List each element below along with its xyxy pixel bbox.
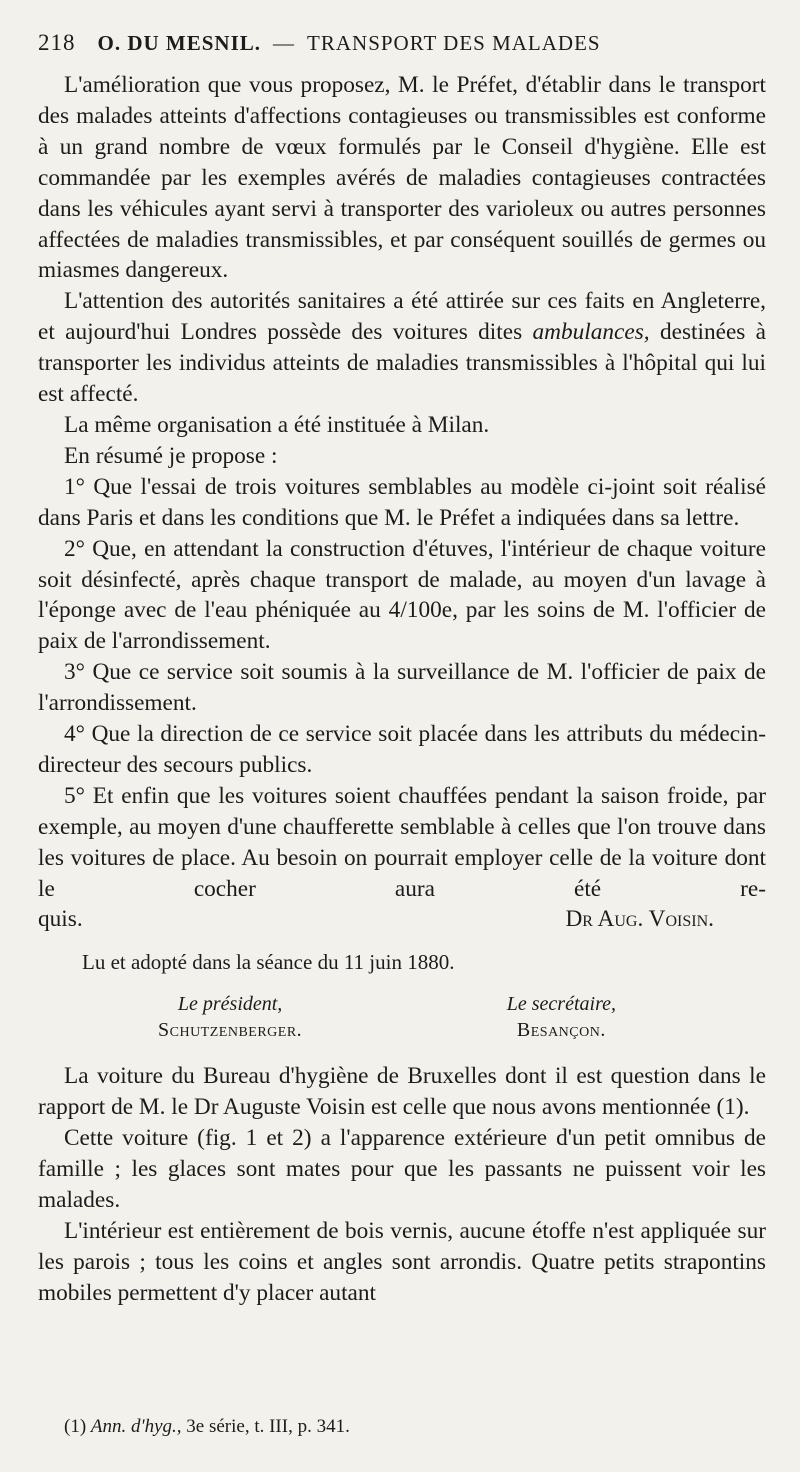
header-author: O. DU MESNIL.: [97, 31, 262, 55]
report-body: [38, 70, 766, 904]
page-number: 218: [38, 30, 76, 55]
list-item: 3° Que ce service soit soumis à la surveillance de M. l'officier de paix de l'arrondissement.: [38, 659, 766, 717]
footnote-marker: (1): [64, 1416, 87, 1437]
president-block: [158, 991, 302, 1043]
signature-name: Dr Aug. Voisin.: [565, 906, 714, 933]
header-dash: —: [273, 31, 296, 55]
list-item: 5° Et enfin que les voitures soient chauffées pendant la saison froide, par exemple, au moyen d'une chaufferette semblable à celles que l'on trouve dans les voitures de place. Au besoin on pourrait employer celle de la voiture dont le cocher aura été re-: [38, 782, 766, 902]
adoption-note: Lu et adopté dans la séance du 11 juin 1880.: [82, 950, 455, 975]
header-title: TRANSPORT DES MALADES: [307, 31, 601, 55]
footnote: [64, 1416, 350, 1438]
paragraph: La voiture du Bureau d'hygiène de Bruxelles dont il est question dans le rapport de M. le Dr Auguste Voisin est celle que nous avons mentionnée (1).: [38, 1063, 766, 1121]
footnote-journal: Ann. d'hyg.,: [90, 1416, 182, 1437]
list-item: 2° Que, en attendant la construction d'étuves, l'intérieur de chaque voiture soit désinfecté, après chaque transport de malade, au moyen d'un lavage à l'éponge avec de l'eau phéniquée au 4/100e, par les soins de M. l'officier de paix de l'arrondissement.: [38, 535, 766, 655]
president-role: Le président,: [177, 993, 283, 1016]
signature-line: [38, 904, 766, 935]
officials-block: [38, 991, 766, 1043]
secretary-name: Besançon.: [516, 1019, 606, 1042]
emphasis-ambulances: ambulances,: [532, 319, 650, 346]
paragraph: L'attention des autorités sanitaires a été attirée sur ces faits en Angleterre, et aujourd'hui Londres possède des voitures dites ambulances, destinées à transporter les individus atteints de maladies transmissibles à l'hôpital qui lui est affecté.: [38, 288, 767, 408]
paragraph: La même organisation a été instituée à Milan.: [64, 411, 490, 438]
paragraph: Cette voiture (fig. 1 et 2) a l'apparence extérieure d'un petit omnibus de famille ; les glaces sont mates pour que les passants ne puissent voir les malades.: [38, 1125, 766, 1213]
running-header: [38, 30, 766, 70]
list-item: 1° Que l'essai de trois voitures semblables au modèle ci-joint soit réalisé dans Paris et dans les conditions que M. le Préfet a indiquées dans sa lettre.: [38, 473, 766, 531]
commentary-body: [38, 1061, 766, 1308]
signature-word: quis.: [38, 906, 83, 933]
paragraph: En résumé je propose :: [64, 442, 278, 469]
secretary-block: [507, 991, 616, 1043]
president-name: Schutzenberger.: [158, 1019, 303, 1042]
paragraph: L'amélioration que vous proposez, M. le Préfet, d'établir dans le transport des malades atteints d'affections contagieuses ou transmissibles est conforme à un grand nombre de vœux formulés par le Conseil d'hygiène. Elle est commandée par les exemples avérés de maladies contagieuses contractées dans les véhicules ayant servi à transporter des varioleux ou autres personnes affectées de maladies transmissibles, et par conséquent souillés de germes ou miasmes dangereux.: [38, 72, 766, 284]
footnote-reference: 3e série, t. III, p. 341.: [186, 1416, 350, 1437]
paragraph: L'intérieur est entièrement de bois vernis, aucune étoffe n'est appliquée sur les parois ; tous les coins et angles sont arrondis. Quatre petits strapontins mobiles permettent d'y placer autant: [38, 1217, 766, 1306]
secretary-role: Le secrétaire,: [506, 993, 616, 1016]
list-item: 4° Que la direction de ce service soit placée dans les attributs du médecin-directeur des secours publics.: [38, 721, 766, 778]
